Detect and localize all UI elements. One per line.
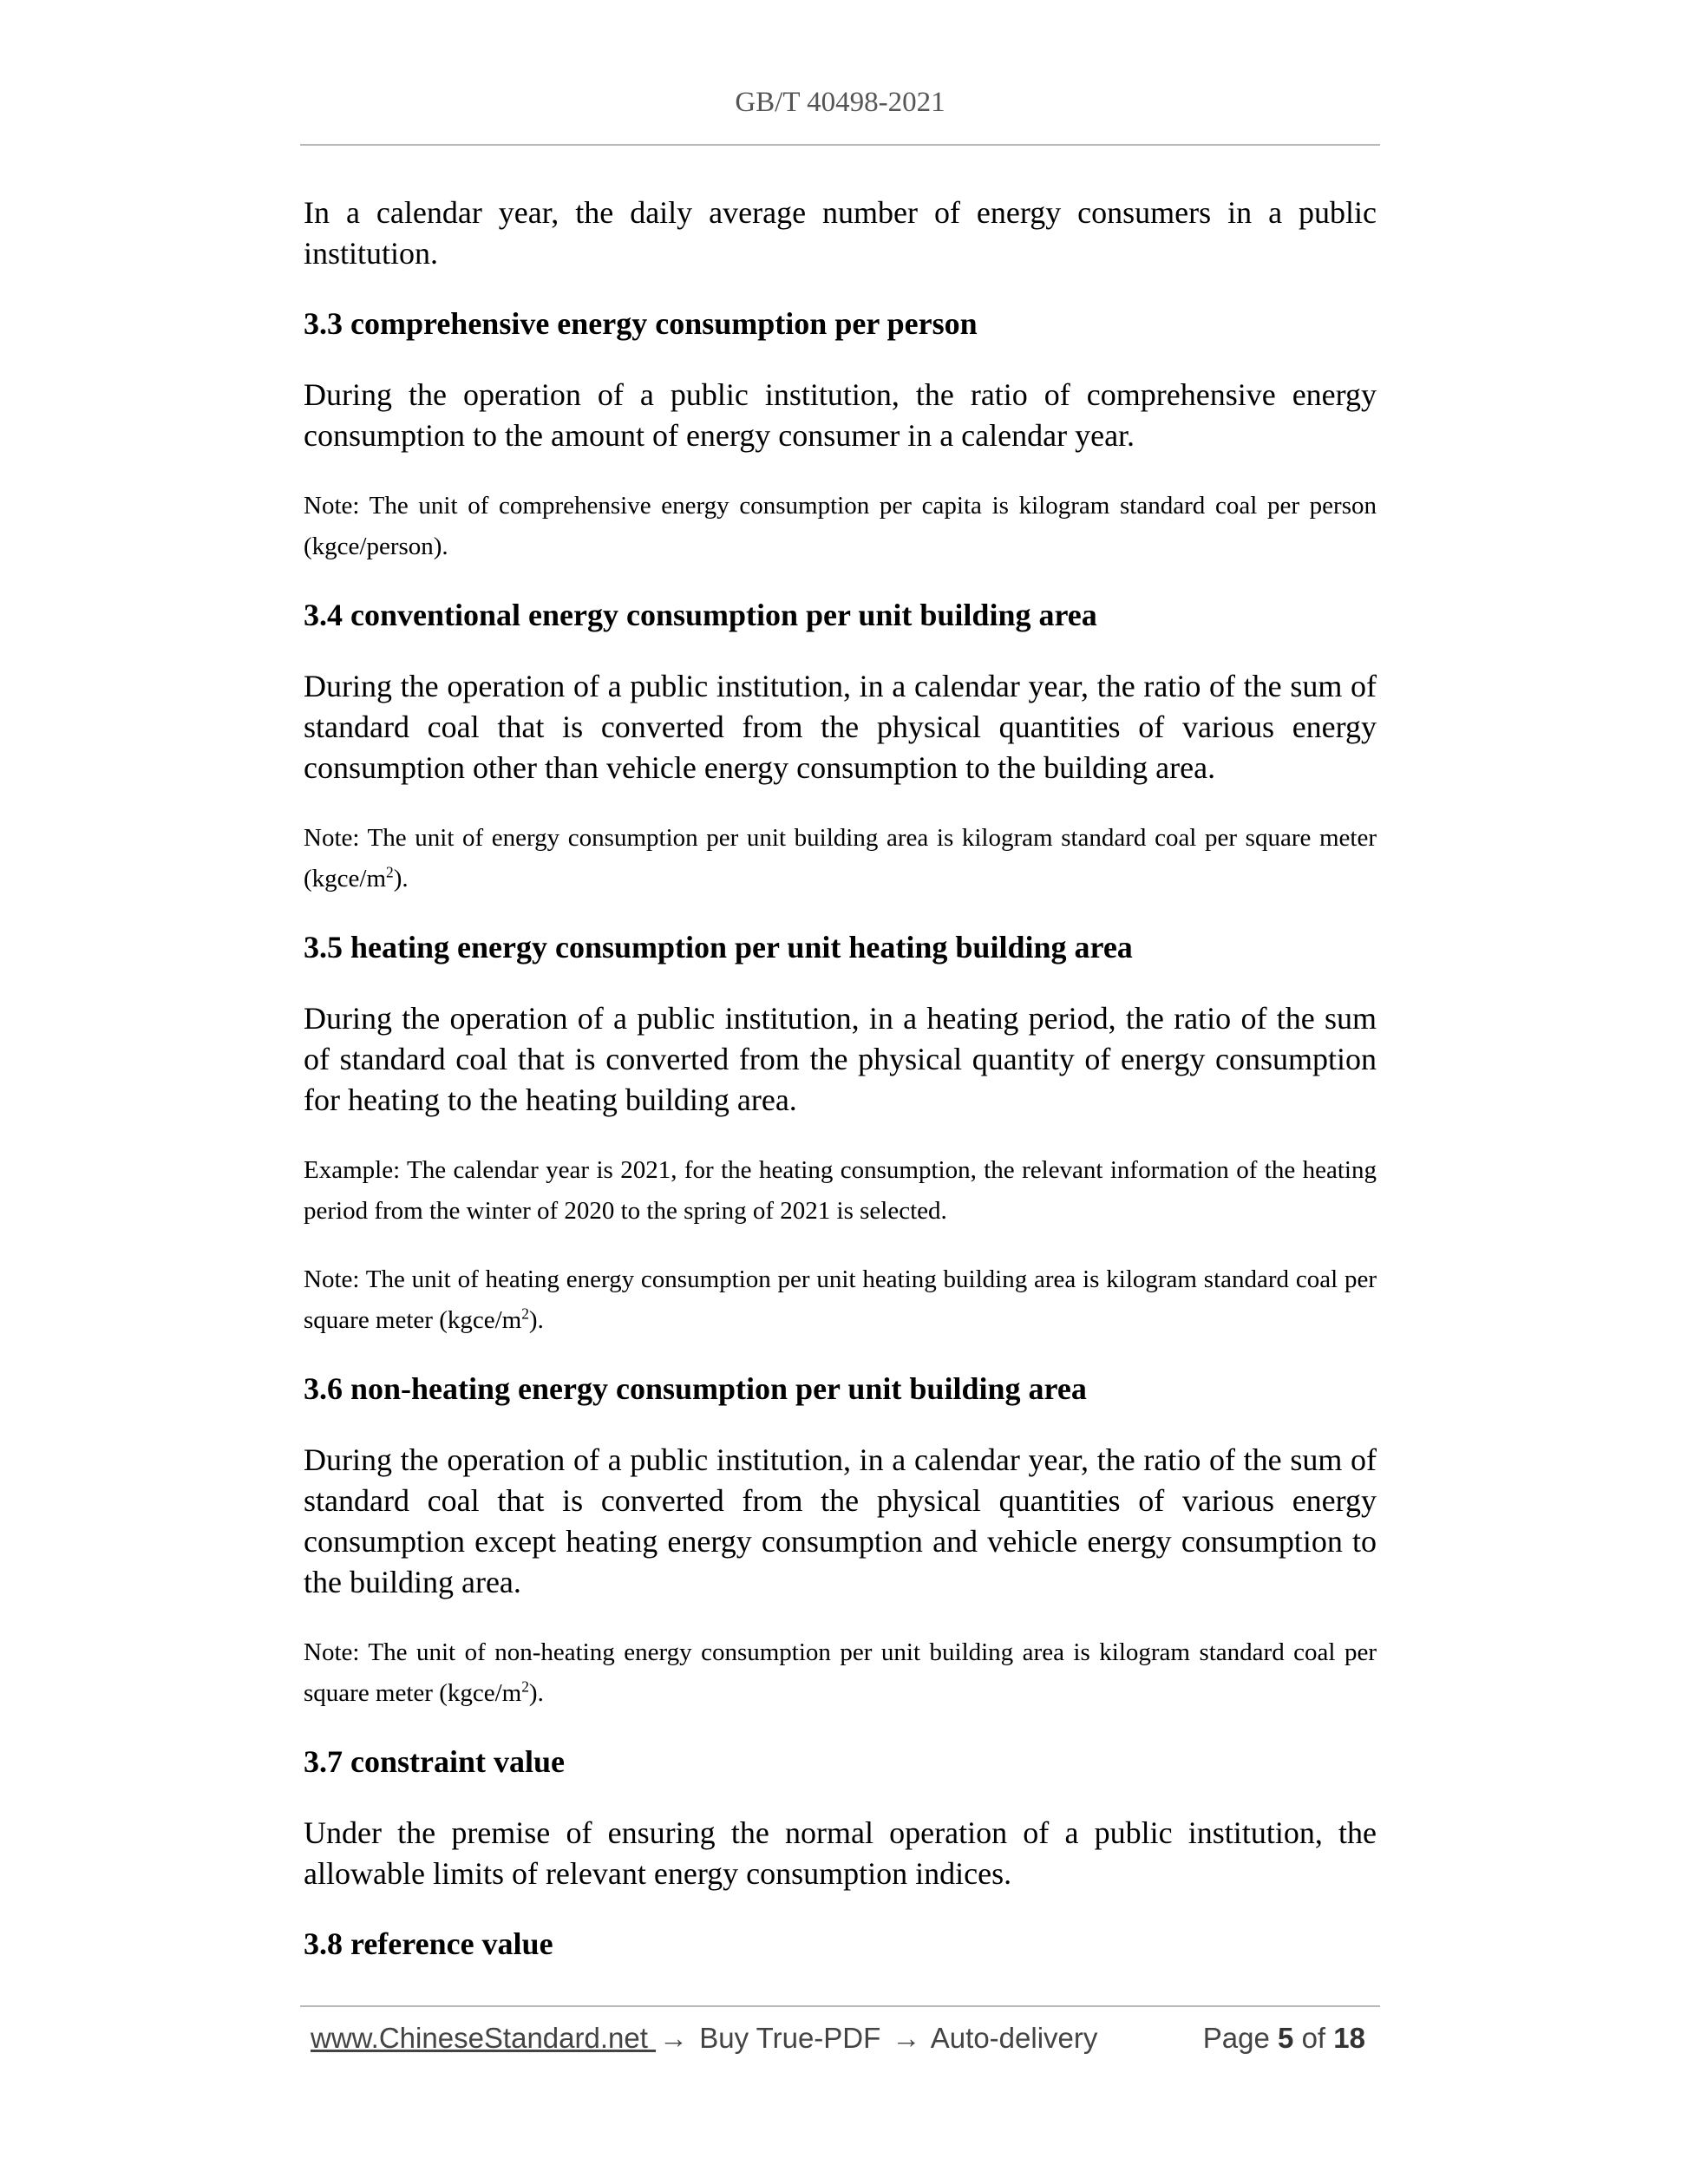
page-footer [311, 2022, 1379, 2065]
footer-promo [311, 2022, 1097, 2055]
section-3-4-definition: During the operation of a public institution, in a calendar year, the ratio of the sum of standard coal that is converted from the physical quantities of various energy consumption other than vehicle energy consumption to the building area. [304, 669, 1377, 785]
section-3-6-definition: During the operation of a public institution, in a calendar year, the ratio of the sum of standard coal that is converted from the physical quantities of various energy consumption except heating energy consumption and vehicle energy consumption to the building area. [304, 1442, 1377, 1599]
note-text-end: ). [528, 1679, 544, 1707]
section-3-4-note [304, 818, 1377, 899]
section-3-6-note [304, 1632, 1377, 1714]
section-3-4-heading: 3.4 conventional energy consumption per unit building area [304, 598, 1097, 632]
note-text: Note: The unit of energy consumption per unit building area is kilogram standard coal per square meter (kgce/m [304, 824, 1377, 893]
site-link[interactable]: www.ChineseStandard.net [311, 2022, 657, 2054]
of-word: of [1301, 2022, 1326, 2054]
section-3-5-note [304, 1259, 1377, 1341]
buy-true-pdf-label: Buy True-PDF [691, 2022, 889, 2054]
section-3-3-heading: 3.3 comprehensive energy consumption per person [304, 306, 978, 341]
superscript: 2 [521, 1305, 529, 1323]
note-text: Note: The unit of non-heating energy consumption per unit building area is kilogram standard coal per square meter (kgce/m [304, 1638, 1377, 1707]
arrow-right-icon: → [892, 2022, 921, 2054]
section-3-3-note: Note: The unit of comprehensive energy consumption per capita is kilogram standard coal per person (kgce/person). [304, 492, 1377, 560]
section-3-5-definition: During the operation of a public institution, in a heating period, the ratio of the sum of standard coal that is converted from the physical quantity of energy consumption for heating to the heating building area. [304, 1001, 1377, 1117]
superscript: 2 [521, 1677, 529, 1696]
note-text: Note: The unit of heating energy consumption per unit heating building area is kilogram standard coal per square meter (kgce/m [304, 1265, 1377, 1334]
section-3-5-heading: 3.5 heating energy consumption per unit heating building area [304, 930, 1133, 964]
document-body [304, 193, 1377, 1995]
section-3-7-heading: 3.7 constraint value [304, 1744, 565, 1779]
superscript: 2 [386, 863, 394, 881]
arrow-right-icon: → [659, 2022, 689, 2054]
header-divider [300, 144, 1380, 146]
section-3-8-heading: 3.8 reference value [304, 1926, 553, 1961]
section-3-5-example: Example: The calendar year is 2021, for the heating consumption, the relevant information of the heating period from the winter of 2020 to the spring of 2021 is selected. [304, 1156, 1377, 1225]
section-3-7-definition: Under the premise of ensuring the normal operation of a public institution, the allowable limits of relevant energy consumption indices. [304, 1815, 1377, 1891]
section-3-6-heading: 3.6 non-heating energy consumption per unit building area [304, 1371, 1087, 1406]
note-text-end: ). [393, 865, 409, 893]
auto-delivery-label: Auto-delivery [924, 2022, 1098, 2054]
page-header: GB/T 40498-2021 [735, 87, 945, 118]
section-3-3-definition: During the operation of a public institution, the ratio of comprehensive energy consumption to the amount of energy consumer in a calendar year. [304, 377, 1377, 453]
page-indicator [1203, 2022, 1365, 2055]
page-word: Page [1202, 2022, 1270, 2054]
current-page-number: 5 [1278, 2022, 1294, 2054]
footer-divider [300, 2005, 1380, 2007]
intro-paragraph: In a calendar year, the daily average number of energy consumers in a public institution. [304, 195, 1377, 271]
total-pages-number: 18 [1333, 2022, 1365, 2054]
note-text-end: ). [528, 1306, 544, 1334]
